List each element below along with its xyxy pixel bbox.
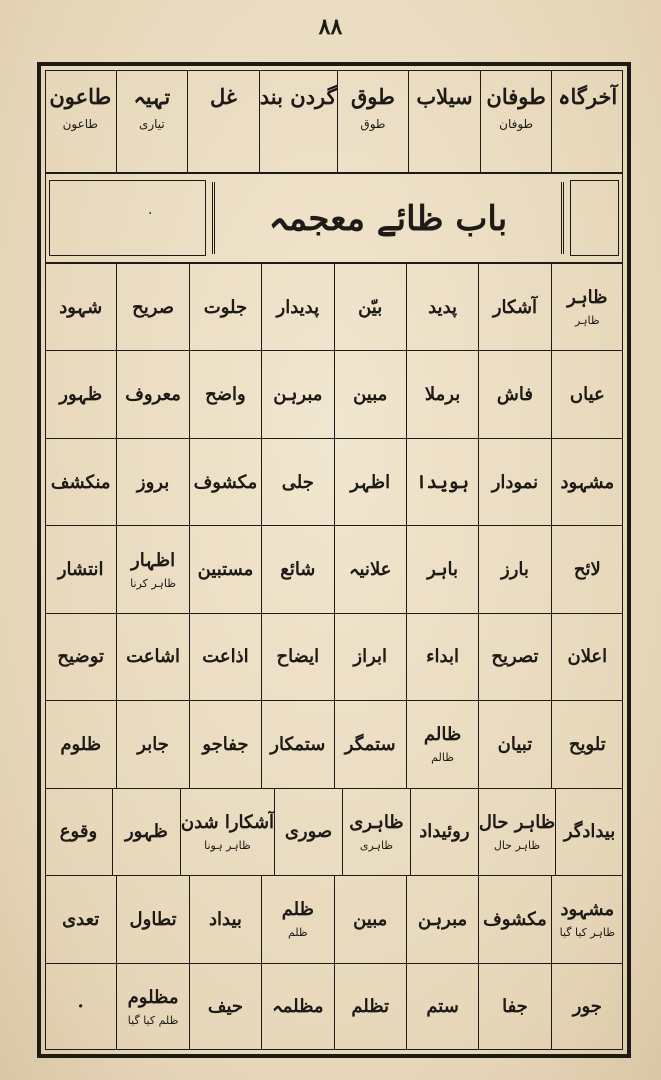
table-cell xyxy=(116,351,188,437)
table-cell xyxy=(334,964,406,1050)
table-cell xyxy=(478,264,550,350)
cell-word: مستبین xyxy=(197,559,254,581)
cell-word: شہود xyxy=(59,296,103,318)
cell-word: بارز xyxy=(501,559,529,581)
header-cell xyxy=(45,70,116,172)
cell-word: انتشار xyxy=(57,559,104,581)
table-cell xyxy=(478,439,550,525)
cell-word: صریح xyxy=(132,296,174,318)
cell-word: عیاں xyxy=(569,384,605,406)
banner-dot: · xyxy=(148,206,153,222)
cell-word: ایضاح xyxy=(276,646,320,668)
cell-word: لائح xyxy=(573,559,601,581)
cell-word: پدید xyxy=(428,296,458,318)
cell-word: مکشوف xyxy=(193,471,258,493)
header-cell xyxy=(116,70,188,172)
cell-word: وقوع xyxy=(59,821,98,843)
cell-gloss: ظاہر کیا گیا xyxy=(559,926,616,940)
cell-word: اذاعت xyxy=(202,646,249,668)
table-cell xyxy=(45,264,116,350)
cell-word: مشہود xyxy=(560,471,615,493)
cell-word: ستم xyxy=(426,996,459,1018)
table-cell xyxy=(45,876,116,962)
table-cell xyxy=(45,351,116,437)
table-cell xyxy=(112,789,180,875)
table-row xyxy=(45,876,623,963)
cell-word: تطاول xyxy=(129,908,177,930)
table-cell xyxy=(478,614,550,700)
cell-gloss: ظاہر ہونا xyxy=(204,838,251,852)
cell-word: ظلم xyxy=(281,899,314,921)
cell-word: تلویح xyxy=(568,733,606,755)
table-row xyxy=(45,614,623,701)
cell-word: ظہور xyxy=(59,384,103,406)
cell-word: آشکار xyxy=(492,296,538,318)
header-cell xyxy=(259,70,337,172)
table-cell xyxy=(45,614,116,700)
cell-word: برملا xyxy=(424,384,461,406)
table-cell xyxy=(116,439,188,525)
table-cell xyxy=(342,789,410,875)
cell-word: اعلان xyxy=(567,646,608,668)
header-cell xyxy=(187,70,259,172)
table-cell xyxy=(261,351,333,437)
cell-word: مبرہن xyxy=(273,384,323,406)
cell-gloss: ظلم xyxy=(287,926,308,940)
cell-word: مظلوم xyxy=(127,986,179,1008)
table-cell xyxy=(551,264,623,350)
table-cell xyxy=(261,701,333,787)
table-cell xyxy=(406,526,478,612)
table-cell xyxy=(189,964,261,1050)
header-gloss: تیاری xyxy=(138,117,165,131)
table-cell xyxy=(551,526,623,612)
cell-word: ابراز xyxy=(353,646,388,668)
table-cell xyxy=(478,351,550,437)
table-cell xyxy=(189,526,261,612)
table-cell xyxy=(274,789,342,875)
table-cell xyxy=(334,439,406,525)
cell-word: جور xyxy=(572,996,602,1018)
table-row xyxy=(45,789,623,876)
cell-word: پدیدار xyxy=(276,296,320,318)
cell-word: مبین xyxy=(353,908,388,930)
table-cell xyxy=(334,264,406,350)
table-cell xyxy=(334,351,406,437)
cell-gloss: ظاہر حال xyxy=(493,838,541,852)
table-cell xyxy=(45,439,116,525)
table-cell xyxy=(478,526,550,612)
cell-word: ظالم xyxy=(423,724,462,746)
cell-word: جفا xyxy=(502,996,528,1018)
cell-word: ظلوم xyxy=(60,733,102,755)
table-cell xyxy=(551,964,623,1050)
table-cell xyxy=(406,264,478,350)
cell-word: صوری xyxy=(284,821,333,843)
table-cell xyxy=(261,614,333,700)
cell-word: مظلمہ xyxy=(272,996,324,1018)
cell-word: روئیداد xyxy=(419,821,470,843)
table-cell xyxy=(478,964,550,1050)
cell-word: بروز xyxy=(136,471,170,493)
header-gloss: طوق xyxy=(360,117,386,131)
table-cell xyxy=(406,701,478,787)
cell-word: تظلم xyxy=(351,996,390,1018)
header-word: آخرگاہ xyxy=(558,84,618,109)
header-cell xyxy=(480,70,552,172)
table-cell xyxy=(551,701,623,787)
cell-gloss: ظاہر کرنا xyxy=(130,576,176,590)
cell-word: بیداد xyxy=(208,908,242,930)
header-cell xyxy=(408,70,480,172)
table-cell xyxy=(406,876,478,962)
table-cell xyxy=(189,614,261,700)
cell-word: جابر xyxy=(137,733,169,755)
table-row xyxy=(45,964,623,1050)
banner-right-box xyxy=(570,180,619,256)
table-cell xyxy=(116,876,188,962)
cell-word: فاش xyxy=(496,384,533,406)
table-cell xyxy=(551,876,623,962)
table-cell xyxy=(334,614,406,700)
cell-word: مبین xyxy=(353,384,388,406)
word-table xyxy=(45,264,623,1050)
table-cell xyxy=(116,264,188,350)
header-cell xyxy=(337,70,409,172)
table-cell xyxy=(551,351,623,437)
header-gloss: طاعون xyxy=(62,117,98,131)
cell-word: واضح xyxy=(205,384,246,406)
cell-word: تعدی xyxy=(62,908,100,930)
cell-gloss: ظالم xyxy=(431,751,454,765)
table-cell xyxy=(555,789,623,875)
cell-word: علانیہ xyxy=(348,559,392,581)
cell-word: ابداء xyxy=(426,646,460,668)
table-cell xyxy=(116,526,188,612)
table-cell xyxy=(406,964,478,1050)
table-cell xyxy=(45,964,116,1050)
cell-word: جلوت xyxy=(203,296,248,318)
banner-left-box xyxy=(49,180,206,256)
table-cell xyxy=(551,614,623,700)
cell-word: تصریح xyxy=(491,646,539,668)
cell-word: باہر xyxy=(427,559,459,581)
header-word: طوق xyxy=(351,84,395,109)
table-cell xyxy=(334,876,406,962)
table-cell xyxy=(261,964,333,1050)
cell-word: جفاجو xyxy=(202,733,249,755)
cell-word: ہویدا xyxy=(416,471,469,493)
table-cell xyxy=(334,526,406,612)
table-cell xyxy=(189,876,261,962)
header-word: تہیہ xyxy=(133,84,171,109)
table-cell xyxy=(406,439,478,525)
table-cell xyxy=(45,701,116,787)
cell-word: تبیان xyxy=(497,733,533,755)
header-word: سیلاب xyxy=(416,84,473,109)
cell-word: ظاہری xyxy=(349,811,404,833)
page-number: ۸۸ xyxy=(318,14,343,40)
table-cell xyxy=(551,439,623,525)
table-cell xyxy=(478,876,550,962)
header-word: گردن بند xyxy=(259,84,337,109)
cell-word: مشہود xyxy=(560,899,615,921)
table-row xyxy=(45,701,623,788)
table-cell xyxy=(478,701,550,787)
cell-word: نمودار xyxy=(491,471,539,493)
header-cell xyxy=(551,70,623,172)
cell-word: اظہر xyxy=(350,471,391,493)
cell-word: مبرہن xyxy=(417,908,468,930)
table-cell xyxy=(189,351,261,437)
cell-word: منکشف xyxy=(50,471,111,493)
table-cell xyxy=(116,701,188,787)
table-row xyxy=(45,264,623,351)
table-row xyxy=(45,351,623,438)
cell-word: بیّن xyxy=(358,296,383,318)
table-row xyxy=(45,526,623,613)
table-cell xyxy=(261,439,333,525)
header-row xyxy=(45,70,623,174)
header-word: طوفان xyxy=(486,84,546,109)
header-word: غل xyxy=(210,84,237,109)
table-row xyxy=(45,439,623,526)
section-title: باب ظائے معجمہ xyxy=(212,182,564,254)
cell-word: ظاہر حال xyxy=(478,811,556,833)
cell-gloss: ظاہری xyxy=(359,838,394,852)
cell-word: حیف xyxy=(207,996,244,1018)
cell-word: ستمگر xyxy=(344,733,396,755)
table-cell xyxy=(116,614,188,700)
table-cell xyxy=(261,876,333,962)
table-cell xyxy=(406,351,478,437)
header-gloss: طوفان xyxy=(499,117,534,131)
cell-word: ظاہر xyxy=(567,287,608,309)
table-cell xyxy=(478,789,555,875)
table-cell xyxy=(261,526,333,612)
cell-word: مکشوف xyxy=(483,908,547,930)
cell-word: بیدادگر xyxy=(563,821,616,843)
cell-word: اشاعت xyxy=(126,646,181,668)
table-cell xyxy=(45,526,116,612)
cell-word: ستمکار xyxy=(270,733,326,755)
cell-word: اظہار xyxy=(131,549,176,571)
table-cell xyxy=(189,439,261,525)
cell-word: آشکارا شدن xyxy=(180,811,275,833)
table-cell xyxy=(189,264,261,350)
cell-word: شائع xyxy=(280,559,316,581)
cell-word: توضیح xyxy=(57,646,105,668)
cell-word: جلی xyxy=(281,471,314,493)
cell-word: · xyxy=(77,996,84,1018)
cell-word: ظہور xyxy=(124,821,168,843)
table-cell xyxy=(45,789,112,875)
table-cell xyxy=(334,701,406,787)
table-cell xyxy=(180,789,274,875)
cell-gloss: ظلم کیا گیا xyxy=(127,1013,179,1027)
section-banner xyxy=(45,174,623,264)
header-word: طاعون xyxy=(49,84,112,109)
table-cell xyxy=(406,614,478,700)
cell-gloss: ظاہر xyxy=(575,314,600,328)
table-cell xyxy=(189,701,261,787)
table-cell xyxy=(410,789,478,875)
table-cell xyxy=(116,964,188,1050)
table-cell xyxy=(261,264,333,350)
cell-word: معروف xyxy=(125,384,181,406)
